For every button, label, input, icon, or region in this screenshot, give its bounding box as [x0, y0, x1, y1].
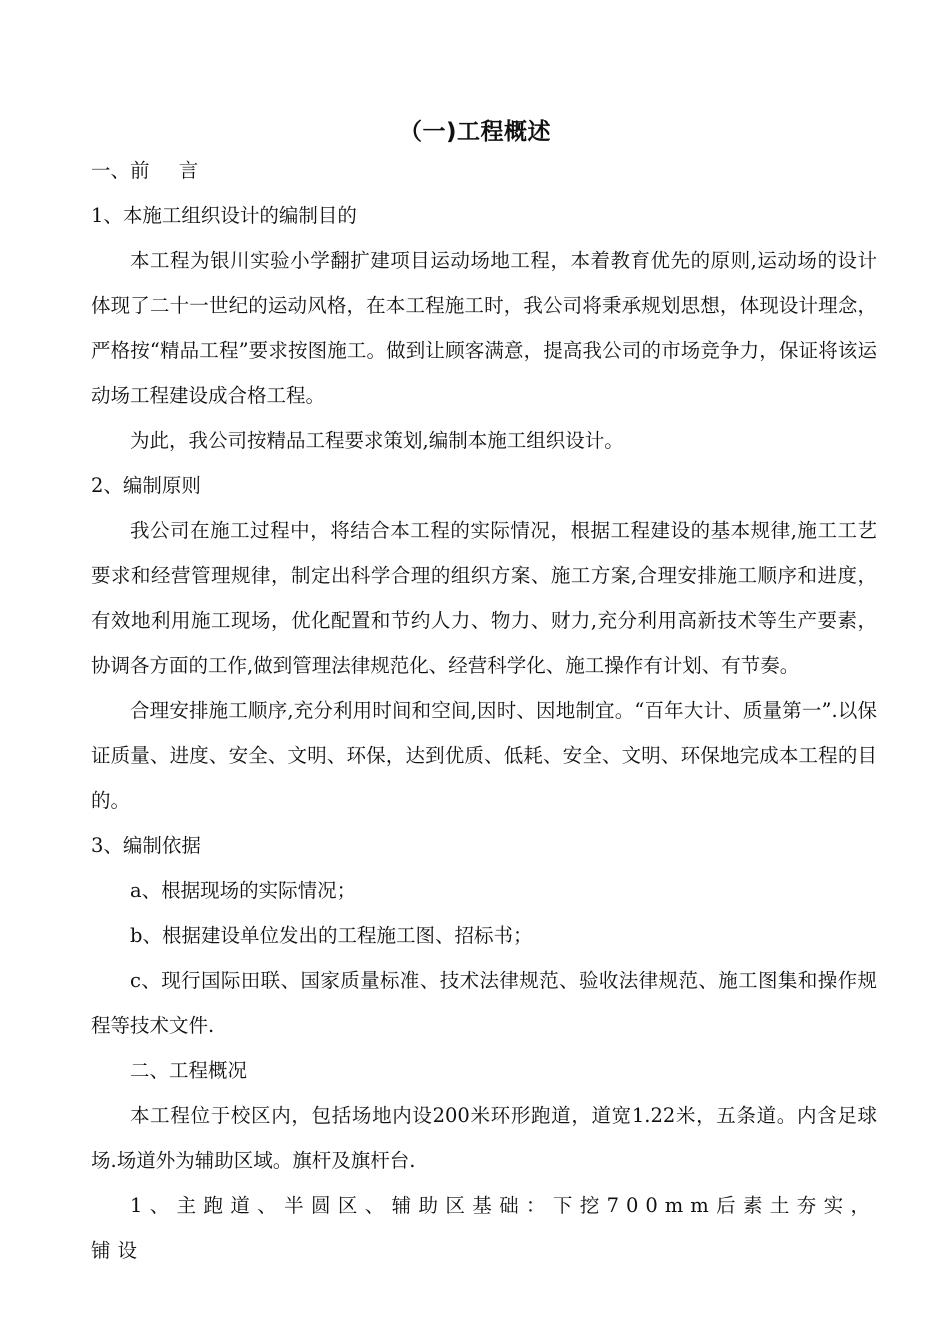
overview-paragraph-2: 1、主跑道、半圆区、辅助区基础：下挖700mm后素土夯实，铺设 — [91, 1194, 877, 1262]
section-heading-overview: 二、工程概况 — [130, 1059, 248, 1082]
basis-item-a: a、根据现场的实际情况； — [130, 879, 357, 902]
basis-item-b: b、根据建设单位发出的工程施工图、招标书； — [130, 924, 533, 947]
section-heading-preface — [91, 148, 877, 193]
item-heading-basis: 3、编制依据 — [91, 834, 201, 857]
basis-item-c: c、现行国际田联、国家质量标准、技术法律规范、验收法律规范、施工图集和操作规程等技术文件. — [91, 969, 877, 1037]
item-heading-purpose: 1、本施工组织设计的编制目的 — [91, 204, 357, 227]
item-heading-principles: 2、编制原则 — [91, 474, 201, 497]
purpose-paragraph-1: 本工程为银川实验小学翻扩建项目运动场地工程，本着教育优先的原则,运动场的设计体现了二十一世纪的运动风格，在本工程施工时，我公司将秉承规划思想，体现设计理念，严格按“精品工程”要求按图施工。做到让顾客满意，提高我公司的市场竞争力，保证将该运动场工程建设成合格工程。 — [91, 249, 877, 407]
overview-paragraph-1: 本工程位于校区内，包括场地内设200米环形跑道，道宽1.22米，五条道。内含足球场.场道外为辅助区域。旗杆及旗杆台. — [91, 1104, 877, 1172]
principles-paragraph-2: 合理安排施工顺序,充分利用时间和空间,因时、因地制宜。“百年大计、质量第一”.以保证质量、进度、安全、文明、环保，达到优质、低耗、安全、文明、环保地完成本工程的目的。 — [91, 699, 877, 812]
purpose-paragraph-2: 为此，我公司按精品工程要求策划,编制本施工组织设计。 — [130, 429, 624, 452]
document-body — [91, 148, 877, 1273]
page-title: （一)工程概述 — [398, 119, 551, 145]
principles-paragraph-1: 我公司在施工过程中，将结合本工程的实际情况，根据工程建设的基本规律,施工工艺要求和经营管理规律，制定出科学合理的组织方案、施工方案,合理安排施工顺序和进度，有效地利用施工现场，优化配置和节约人力、物力、财力,充分利用高新技术等生产要素，协调各方面的工作,做到管理法律规范化、经营科学化、施工操作有计划、有节奏。 — [91, 519, 877, 677]
preface-heading-part-2: 言 — [178, 159, 199, 182]
preface-heading-part-1: 一、前 — [91, 159, 150, 182]
